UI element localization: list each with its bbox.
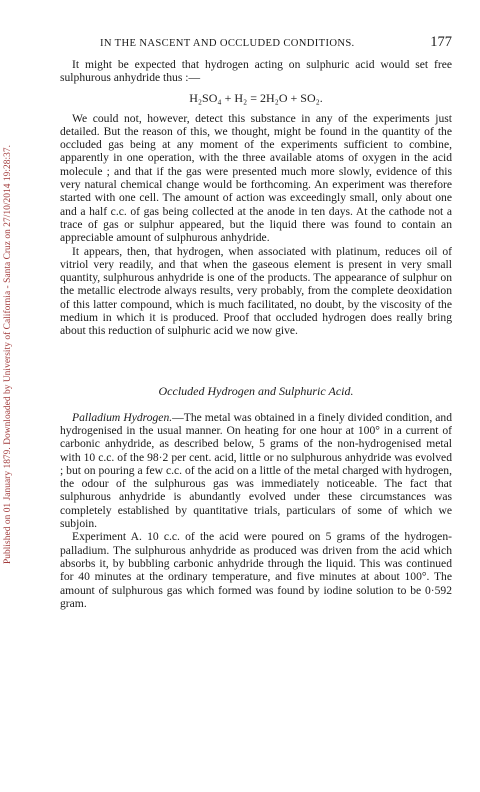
paragraph-4 xyxy=(60,411,452,531)
page xyxy=(60,34,452,610)
equation-rhs: 2H₂O + SO₂. xyxy=(259,90,323,105)
section-title: Occluded Hydrogen and Sulphuric Acid. xyxy=(158,383,354,398)
paragraph-4-lead: Palladium Hydrogen. xyxy=(72,410,173,424)
side-stamp: Published on 01 January 1879. Downloaded by University of California - Santa Cruz on 27/10/2014 19:28:37. xyxy=(3,145,13,565)
equation-equals: = xyxy=(250,90,257,105)
paragraph-4-text: —The metal was obtained in a finely divided condition, and hydrogenised in the usual manner. On heating for one hour at 100° in a current of carbonic anhydride, as described below, 5 grams of the non-hydrogenised metal with 10 c.c. of the 98·2 per cent. acid, little or no sulphurous anhydride was evolved ; but on pouring a few c.c. of the acid on a little of the metal charged with hydrogen, the odour of the sulphurous gas was immediately noticeable. The fact that sulphurous anhydride is abundantly evolved under these circumstances was completely established by quantitative trials, particulars of some of which we subjoin. xyxy=(60,410,452,531)
equation-lhs: H₂SO₄ + H₂ xyxy=(189,90,248,105)
running-head: IN THE NASCENT AND OCCLUDED CONDITIONS. xyxy=(100,38,355,49)
equation xyxy=(60,91,452,106)
paragraph-5: Experiment A. 10 c.c. of the acid were poured on 5 grams of the hydrogen-palladium. The sulphurous anhydride as produced was driven from the acid which absorbs it, by bubbling carbonic anhydride through the liquid. This was continued for 40 minutes at the ordinary temperature, and five minutes at about 100°. The amount of sulphurous gas which formed was found by iodine solution to be 0·592 gram. xyxy=(60,530,452,610)
paragraph-2: We could not, however, detect this substance in any of the experiments just detailed. But the reason of this, we thought, might be found in the quantity of the occluded gas being at any moment of the experiments sufficient to combine, apparently in one operation, with the three available atoms of oxygen in the acid molecule ; and that if the gas were presented much more slowly, evidence of this very natural chemical change would be forthcoming. An experiment was therefore started with one cell. The amount of action was exceedingly small, only about one and a half c.c. of gas being collected at the anode in ten days. At the cathode not a trace of gas or sulphur appeared, but the liquid there was found to contain an appreciable amount of sulphurous anhydride. xyxy=(60,111,452,245)
page-header xyxy=(60,34,452,54)
paragraph-1: It might be expected that hydrogen acting on sulphuric acid would set free sulphurous anhydride thus :— xyxy=(60,58,452,85)
paragraph-3: It appears, then, that hydrogen, when associated with platinum, reduces oil of vitriol very readily, and that when the gaseous element is present in very small quantity, sulphurous anhydride is one of the products. The appearance of sulphur on the metallic electrode always results, very probably, from the complete deoxidation of this latter compound, which is much facilitated, no doubt, by the viscosity of the medium in which it is produced. Proof that occluded hydrogen does really bring about this reduction of sulphuric acid we now give. xyxy=(60,244,452,338)
page-number: 177 xyxy=(430,34,452,50)
